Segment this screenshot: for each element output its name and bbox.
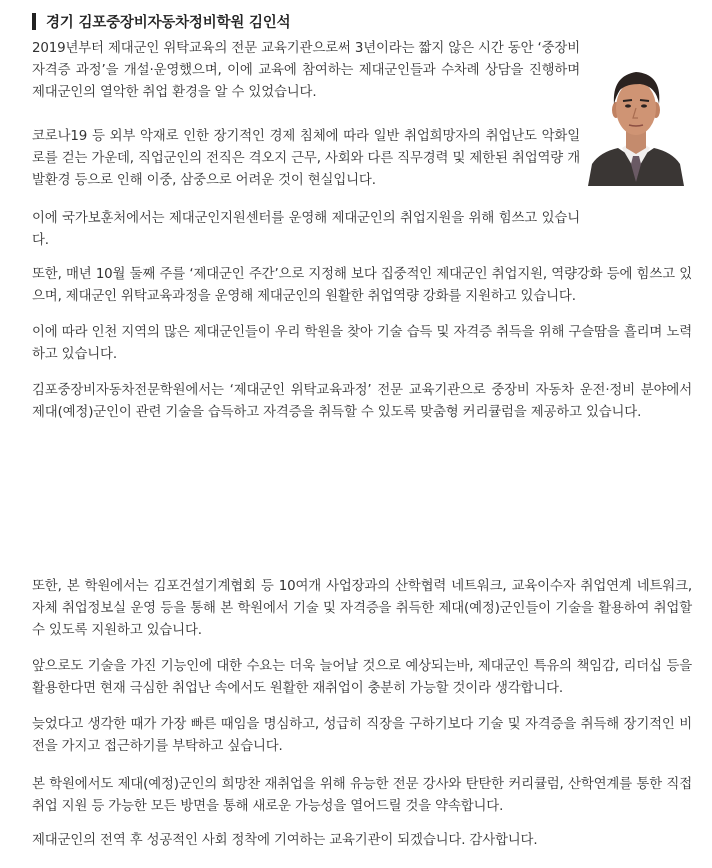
title-marker-bar (32, 13, 36, 30)
paragraph-11: 제대군인의 전역 후 성공적인 사회 정착에 기여하는 교육기관이 되겠습니다. 감사합니다. (32, 833, 538, 848)
paragraph-9: 늦었다고 생각한 때가 가장 빠른 때임을 명심하고, 성급히 직장을 구하기보다 기술 및 자격증을 취득해 장기적인 비전을 가지고 접근하기를 부탁하고 싶습니다. (32, 717, 692, 754)
paragraph-4: 또한, 매년 10월 둘째 주를 ‘제대군인 주간’으로 지정해 보다 집중적인 제대군인 취업지원, 역량강화 등에 힘쓰고 있으며, 제대군인 위탁교육과정을 운영해 제대군인의 원활한 취업역량 강화를 지원하고 있습니다. (32, 267, 692, 304)
paragraph-6: 김포중장비자동차전문학원에서는 ‘제대군인 위탁교육과정’ 전문 교육기관으로 중장비 자동차 운전·정비 분야에서 제대(예정)군인이 관련 기술을 습득하고 자격증을 취득할 수 있도록 맞춤형 커리큘럼을 제공하고 있습니다. (32, 383, 692, 420)
paragraph-5: 이에 따라 인천 지역의 많은 제대군인들이 우리 학원을 찾아 기술 습득 및 자격증 취득을 위해 구슬땀을 흘리며 노력하고 있습니다. (32, 325, 692, 362)
portrait-illustration (586, 60, 686, 186)
paragraph-10: 본 학원에서도 제대(예정)군인의 희망찬 재취업을 위해 유능한 전문 강사와 탄탄한 커리큘럼, 산학연계를 통한 직접취업 지원 등 가능한 모든 방면을 통해 새로운 가능성을 열어드릴 것을 약속합니다. (32, 777, 692, 814)
paragraph-1: 2019년부터 제대군인 위탁교육의 전문 교육기관으로써 3년이라는 짧지 않은 시간 동안 ‘중장비 자격증 과정’을 개설·운영했으며, 이에 교육에 참여하는 제대군인들과 수차례 상담을 진행하며 제대군인의 열악한 취업 환경을 알 수 있었습니다. (32, 41, 580, 100)
author-portrait-photo (586, 60, 686, 186)
paragraph-2: 코로나19 등 외부 악재로 인한 장기적인 경제 침체에 따라 일반 취업희망자의 취업난도 악화일로를 걷는 가운데, 직업군인의 전직은 격오지 근무, 사회와 다른 직무경력 및 제한된 취업역량 개발환경 등으로 인해 이중, 삼중으로 어려운 것이 현실입니다. (32, 129, 580, 188)
paragraph-3: 이에 국가보훈처에서는 제대군인지원센터를 운영해 제대군인의 취업지원을 위해 힘쓰고 있습니다. (32, 211, 580, 248)
title-text: 경기 김포중장비자동차정비학원 김인석 (46, 14, 291, 31)
article-title (32, 10, 290, 32)
paragraph-7: 또한, 본 학원에서는 김포건설기계협회 등 10여개 사업장과의 산학협력 네트워크, 교육이수자 취업연계 네트워크, 자체 취업정보실 운영 등을 통해 본 학원에서 기술 및 자격증을 취득한 제대(예정)군인들이 기술을 활용하여 취업할 수 있도록 지원하고 있습니다. (32, 579, 692, 638)
paragraph-8: 앞으로도 기술을 가진 기능인에 대한 수요는 더욱 늘어날 것으로 예상되는바, 제대군인 특유의 책임감, 리더십 등을 활용한다면 현재 극심한 취업난 속에서도 원활한 재취업이 충분히 가능할 것이라 생각합니다. (32, 659, 692, 696)
